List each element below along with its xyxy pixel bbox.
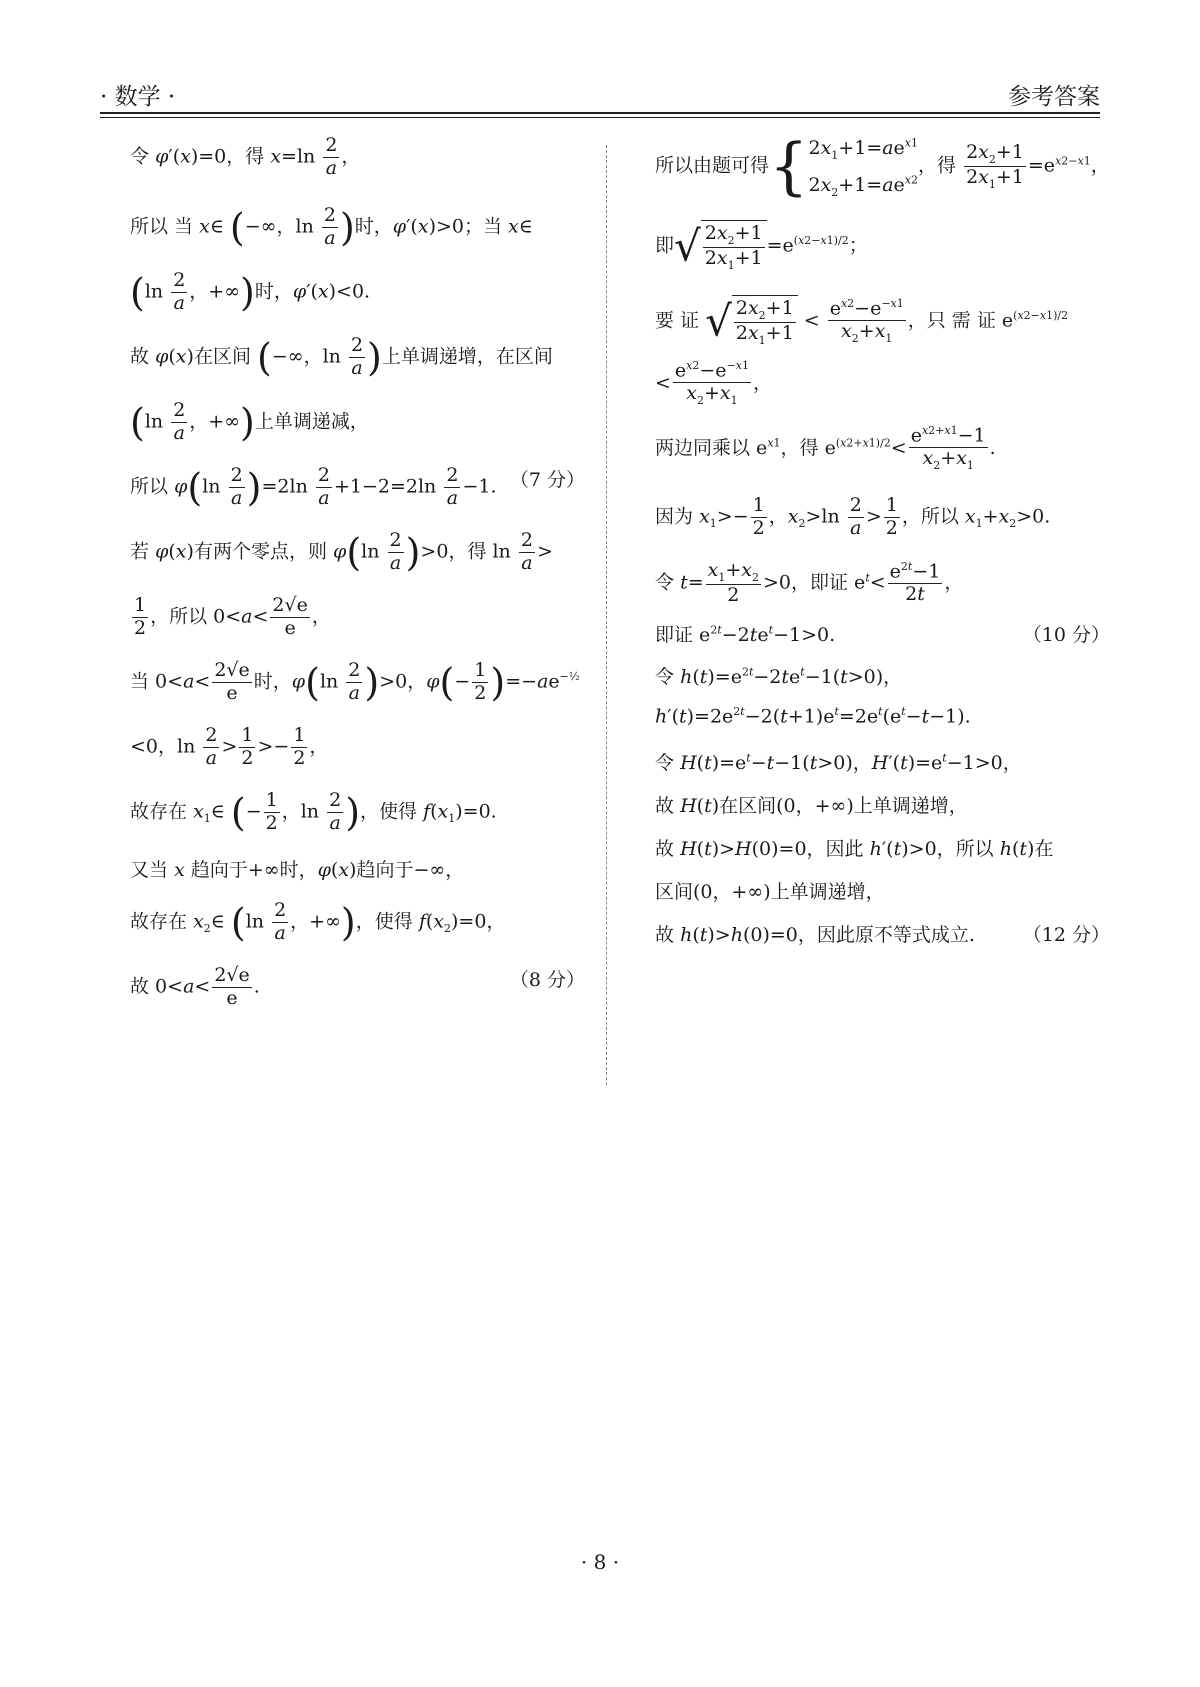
solution-line: 又当 x 趋向于+∞时，φ(x)趋向于−∞，: [130, 859, 465, 881]
solution-line: $\frac{1}{2}$ ，所以 0<a< $\frac{2√e}{e}$ ，: [134, 594, 331, 639]
solution-line: 要 证 √ $\frac{2x_2+1}{2x_1+1}$ < $\frac{e^{x2}-e^{-x1}}{x_2+x_1}$ ，只 需 证 $e^{(x2-x1)/2}$: [655, 296, 1069, 348]
solution-line: < $\frac{e^{x2}-e^{-x1}}{x_2+x_1}$ ，: [655, 359, 773, 407]
solution-line: 即√ $\frac{2x_2+1}{2x_1+1}$ $=e^{(x2-x1)/2}$；: [655, 221, 868, 273]
solution-line: 两边同乘以 $e^{x1}$，得 $e^{(x2+x1)/2}<$ $\frac{e^{x2+x1}-1}{x_2+x_1}$ .: [655, 424, 996, 472]
solution-line: 故存在 $x_1\in$ (− $\frac{1}{2}$ ，ln $\frac{2}{a}$ )，使得 $f(x_1)=0$.: [130, 789, 497, 835]
solution-line: $h'(t)=2e^{2t}-2(t+1)e^t=2e^t(e^t-t-1)$.: [655, 705, 971, 728]
header-rule: [100, 112, 1100, 114]
solution-line: 所以 当 x∈ (−∞，ln $\frac{2}{a}$ )时，φ′(x)>0；当 x∈: [130, 204, 533, 250]
score-mark: （10 分）: [1022, 624, 1110, 646]
solution-line: 区间(0，+∞)上单调递增，: [655, 881, 885, 903]
header-rule-thin: [100, 117, 1100, 118]
solution-line: (ln $\frac{2}{a}$ ，+∞)时，φ′(x)<0.: [130, 269, 371, 315]
solution-line: 若 φ(x)有两个零点，则 φ(ln $\frac{2}{a}$ )>0，得 ln $\frac{2}{a}$ >: [130, 529, 553, 575]
subject-label: · 数学 ·: [100, 84, 176, 110]
solution-line: 所以 φ(ln $\frac{2}{a}$ )=2ln $\frac{2}{a}$ +1−2=2ln $\frac{2}{a}$ −1. （7 分）: [130, 464, 585, 510]
solution-line: 令 t= $\frac{x_1+x_2}{2}$ >0，即证 $e^t<$ $\frac{e^{2t}-1}{2t}$ ，: [655, 559, 964, 607]
score-mark: （12 分）: [1022, 924, 1110, 946]
answer-key-label: 参考答案: [1008, 84, 1100, 110]
score-mark: （7 分）: [509, 469, 585, 491]
solution-line: 故 H(t)在区间(0，+∞)上单调递增，: [655, 795, 968, 817]
solution-line: 当 0<a< $\frac{2√e}{e}$ 时，φ(ln $\frac{2}{a}$ )>0，φ(− $\frac{1}{2}$ )$=-ae^{-\frac{1}{2}}$: [130, 659, 580, 705]
solution-line: 故 H(t)>H(0)=0，因此 h′(t)>0，所以 h(t)在: [655, 838, 1054, 860]
solution-line: <0，ln $\frac{2}{a}$ > $\frac{1}{2}$ >− $\frac{1}{2}$ ，: [130, 724, 329, 769]
solution-line: 故 φ(x)在区间 (−∞，ln $\frac{2}{a}$ )上单调递增，在区间: [130, 334, 553, 380]
solution-line: (ln $\frac{2}{a}$ ，+∞)上单调递减，: [130, 399, 369, 445]
solution-line: 令 $H(t)=e^t-t-1(t>0)$，$H'(t)=e^t-1>0$，: [655, 751, 1022, 774]
page-header: [100, 70, 1100, 110]
solution-line: 因为 $x_1>-$ $\frac{1}{2}$ ，$x_2>\ln$ $\frac{2}{a}$ > $\frac{1}{2}$ ，所以 $x_1+x_2>0$.: [655, 494, 1051, 539]
column-divider: [606, 145, 607, 1085]
score-mark: （8 分）: [509, 969, 585, 991]
solution-line: 故 0<a< $\frac{2√e}{e}$ . （8 分）: [130, 964, 585, 1009]
solution-line: 即证 $e^{2t}-2te^t-1>0$. （10 分）: [655, 620, 1110, 647]
solution-line: 故 h(t)>h(0)=0，因此原不等式成立. （12 分）: [655, 920, 1110, 947]
solution-line: 令 $h(t)=e^{2t}-2te^t-1(t>0)$，: [655, 665, 903, 688]
solution-line: 所以由题可得{$2x_1+1=ae^{x1}$ $2x_2+1=ae^{x2}$，得 $\frac{2x_2+1}{2x_1+1}$ $=e^{x2-x1}$，: [655, 129, 1110, 203]
solution-line: 令 φ′(x)=0，得 x=ln $\frac{2}{a}$ ，: [130, 134, 361, 179]
page-number: · 8 ·: [580, 1550, 620, 1574]
solution-line: 故存在 $x_2\in$ (ln $\frac{2}{a}$ ，+∞)，使得 $f(x_2)=0$，: [130, 899, 506, 945]
